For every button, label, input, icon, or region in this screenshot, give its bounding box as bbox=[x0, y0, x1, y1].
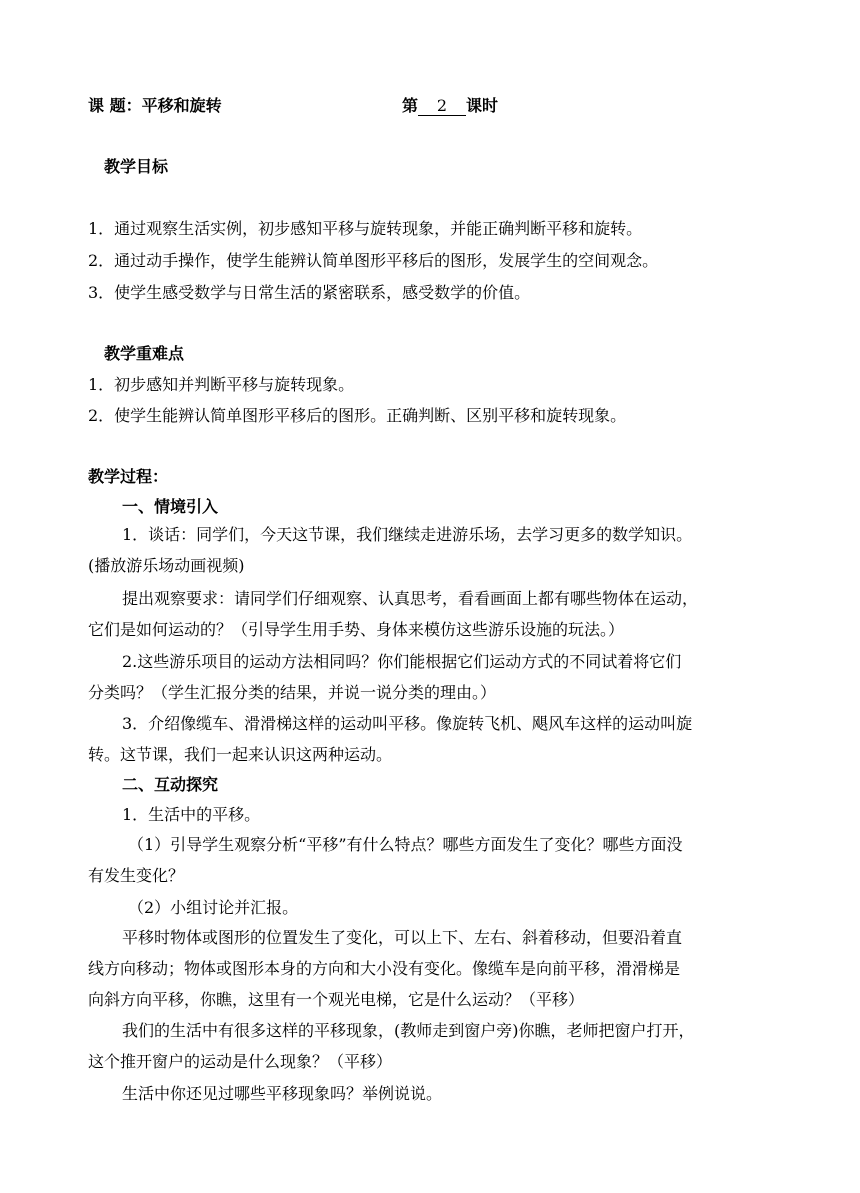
objective-item: 1．通过观察生活实例，初步感知平移与旋转现象，并能正确判断平移和旋转。 bbox=[88, 219, 643, 238]
paragraph-line: 平移时物体或图形的位置发生了变化，可以上下、左右、斜着移动，但要沿着直 bbox=[122, 928, 683, 947]
paragraph-line: 它们是如何运动的？（引导学生用手势、身体来模仿这些游乐设施的玩法。） bbox=[88, 620, 625, 639]
paragraph-line: 向斜方向平移，你瞧，这里有一个观光电梯，它是什么运动？（平移） bbox=[88, 990, 585, 1009]
lesson-period bbox=[402, 95, 498, 117]
paragraph-line: 转。这节课，我们一起来认识这两种运动。 bbox=[88, 745, 393, 764]
lesson-prefix: 第 bbox=[402, 96, 419, 115]
objectives-heading: 教学目标 bbox=[104, 157, 169, 176]
section-heading: 二、互动探究 bbox=[122, 775, 219, 794]
paragraph-line: 1．谈话：同学们，今天这节课，我们继续走进游乐场，去学习更多的数学知识。 bbox=[122, 525, 693, 544]
objective-item: 3．使学生感受数学与日常生活的紧密联系，感受数学的价值。 bbox=[88, 283, 531, 302]
objective-item: 2．通过动手操作，使学生能辨认简单图形平移后的图形，发展学生的空间观念。 bbox=[88, 251, 659, 270]
lesson-title: 课 题：平移和旋转 bbox=[88, 96, 222, 115]
paragraph-line: 有发生变化？ bbox=[88, 866, 185, 885]
paragraph-line: (播放游乐场动画视频) bbox=[88, 556, 245, 575]
key-point-item: 1．初步感知并判断平移与旋转现象。 bbox=[88, 375, 355, 394]
process-heading: 教学过程： bbox=[88, 467, 169, 486]
paragraph-line: （2）小组讨论并汇报。 bbox=[128, 898, 299, 917]
paragraph-line: （1）引导学生观察分析“平移”有什么特点？哪些方面发生了变化？哪些方面没 bbox=[128, 835, 683, 854]
paragraph-line: 分类吗？（学生汇报分类的结果，并说一说分类的理由。） bbox=[88, 683, 497, 702]
paragraph-line: 线方向移动；物体或图形本身的方向和大小没有变化。像缆车是向前平移，滑滑梯是 bbox=[88, 959, 681, 978]
lesson-suffix: 课时 bbox=[466, 96, 499, 115]
lesson-number: 2 bbox=[418, 97, 466, 116]
paragraph-line: 1．生活中的平移。 bbox=[122, 805, 261, 824]
paragraph-line: 2.这些游乐项目的运动方法相同吗？你们能根据它们运动方式的不同试着将它们 bbox=[122, 652, 682, 671]
paragraph-line: 3．介绍像缆车、滑滑梯这样的运动叫平移。像旋转飞机、飓风车这样的运动叫旋 bbox=[122, 714, 693, 733]
paragraph-line: 这个推开窗户的运动是什么现象？（平移） bbox=[88, 1052, 393, 1071]
paragraph-line: 生活中你还见过哪些平移现象吗？举例说说。 bbox=[122, 1084, 443, 1103]
paragraph-line: 提出观察要求：请同学们仔细观察、认真思考，看看画面上都有哪些物体在运动， bbox=[122, 589, 699, 608]
paragraph-line: 我们的生活中有很多这样的平移现象，(教师走到窗户旁)你瞧，老师把窗户打开， bbox=[122, 1021, 695, 1040]
section-heading: 一、情境引入 bbox=[122, 497, 219, 516]
key-points-heading: 教学重难点 bbox=[104, 344, 185, 363]
key-point-item: 2．使学生能辨认简单图形平移后的图形。正确判断、区别平移和旋转现象。 bbox=[88, 406, 627, 425]
